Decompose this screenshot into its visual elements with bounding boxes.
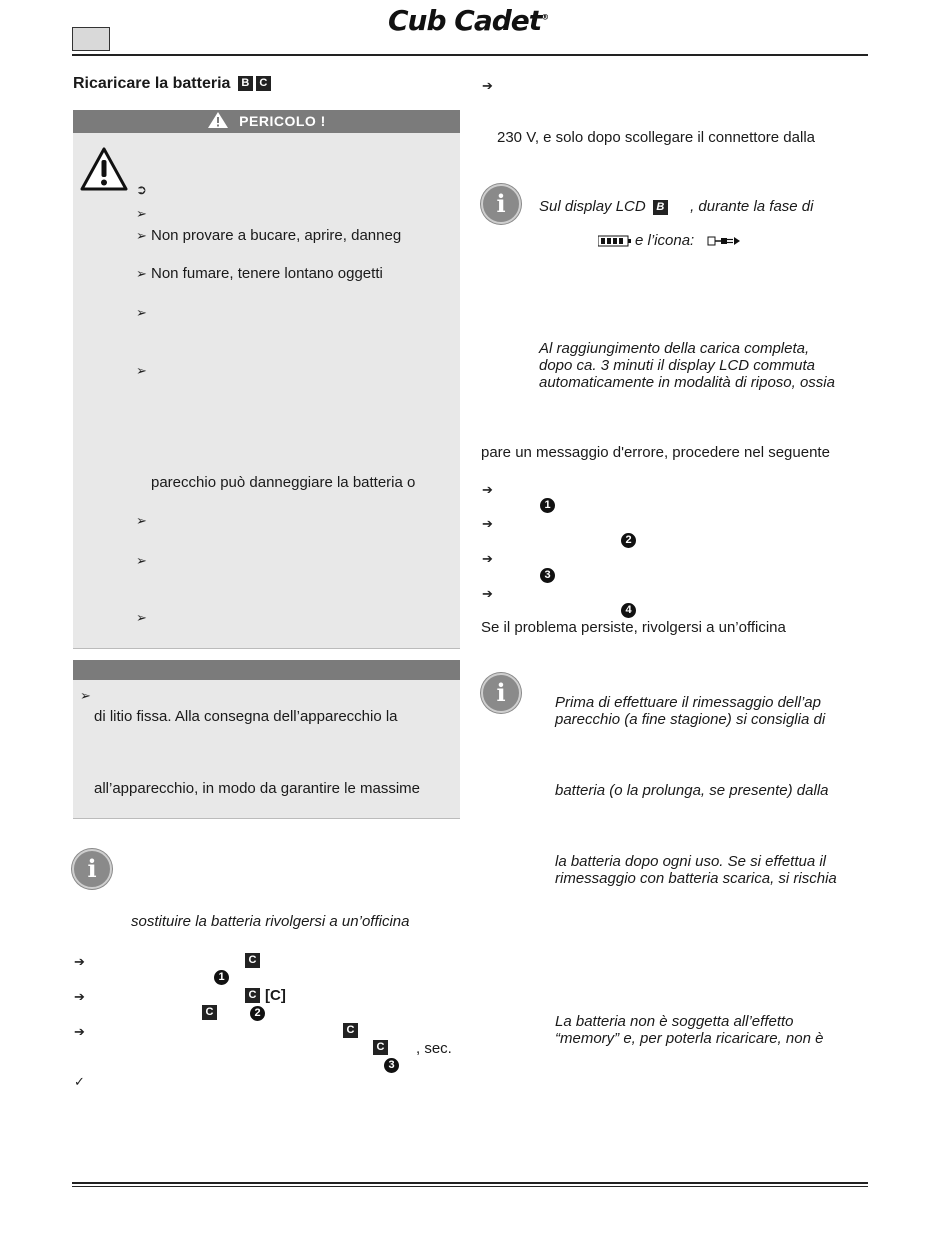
arrow-bullet: ➔ — [74, 1024, 85, 1039]
note-line: all’apparecchio, in modo da garantire le massime — [94, 780, 421, 797]
bullet: ➢ — [136, 228, 147, 243]
divider — [73, 818, 460, 819]
badge-c: C — [202, 1005, 217, 1020]
bullet: ➢ — [136, 266, 147, 281]
step-number: 3 — [540, 568, 555, 583]
arrow-bullet: ➔ — [482, 551, 493, 566]
danger-header: PERICOLO ! — [73, 110, 460, 133]
danger-line: parecchio può danneggiare la batteria o — [151, 474, 416, 491]
bullet: ➢ — [136, 206, 147, 221]
plug-icon — [707, 235, 743, 247]
footer-rule — [72, 1182, 868, 1184]
arrow-bullet: ➔ — [482, 78, 493, 93]
badge-c: C — [343, 1023, 358, 1038]
storage-paragraph: la batteria dopo ogni uso. Se si effettua il rimessaggio con batteria scarica, si rischia — [555, 853, 837, 887]
circle-arrow-bullet: ➲ — [136, 182, 147, 197]
memory-paragraph: La batteria non è soggetta all’effetto “memory” e, per poterla ricaricare, non è — [555, 1013, 824, 1047]
section-heading: Ricaricare la batteria B C — [73, 75, 271, 93]
header-rule — [72, 54, 868, 56]
storage-line: batteria (o la prolunga, se presente) dalla — [555, 782, 829, 799]
warning-icon — [207, 111, 229, 129]
arrow-bullet: ➔ — [482, 482, 493, 497]
step-number: 2 — [621, 533, 636, 548]
badge-c: C — [373, 1040, 388, 1055]
bullet: ➢ — [136, 363, 147, 378]
page-number-box — [72, 27, 110, 51]
storage-paragraph: Prima di effettuare il rimessaggio dell’ap parecchio (a fine stagione) si consiglia di — [555, 694, 826, 728]
step-number: 1 — [214, 970, 229, 985]
full-charge-paragraph: Al raggiungimento della carica completa, dopo ca. 3 minuti il display LCD commuta automaticamente in modalità di riposo, ossia — [539, 340, 835, 391]
step-number: 1 — [540, 498, 555, 513]
footer-rule-thin — [72, 1186, 868, 1187]
bullet: ➢ — [136, 610, 147, 625]
info-line: Sul display LCD B , durante la fase di — [539, 198, 814, 215]
body-line: Se il problema persiste, rivolgersi a un’officina — [481, 619, 786, 636]
info-line: e l’icona: — [635, 232, 695, 249]
bullet: ➢ — [136, 553, 147, 568]
divider — [73, 648, 460, 649]
note-box-header — [73, 660, 460, 680]
step-label: , sec. — [416, 1040, 452, 1057]
info-icon: i — [481, 184, 521, 224]
badge-b: B — [653, 200, 668, 215]
badge-c: C — [245, 988, 260, 1003]
badge-c: C — [245, 953, 260, 968]
step-label: [C] — [265, 987, 286, 1004]
body-line: pare un messaggio d'errore, procedere nel seguente — [481, 444, 830, 461]
check-bullet: ✓ — [74, 1074, 85, 1089]
bullet: ➢ — [80, 688, 91, 703]
arrow-bullet: ➔ — [482, 516, 493, 531]
arrow-bullet: ➔ — [482, 586, 493, 601]
danger-line: Non provare a bucare, aprire, danneg — [151, 227, 402, 244]
note-line: di litio fissa. Alla consegna dell’apparecchio la — [94, 708, 398, 725]
arrow-bullet: ➔ — [74, 954, 85, 969]
body-line: 230 V, e solo dopo scollegare il connettore dalla — [497, 129, 816, 146]
step-number: 2 — [250, 1006, 265, 1021]
badge-c: C — [256, 76, 271, 91]
info-text: sostituire la batteria rivolgersi a un’officina — [131, 913, 410, 930]
danger-line: Non fumare, tenere lontano oggetti — [151, 265, 383, 282]
battery-icon — [598, 235, 632, 247]
danger-box — [73, 110, 460, 648]
bullet: ➢ — [136, 513, 147, 528]
info-icon: i — [72, 849, 112, 889]
info-icon: i — [481, 673, 521, 713]
danger-triangle-icon — [79, 146, 129, 192]
badge-b: B — [238, 76, 253, 91]
step-number: 4 — [621, 603, 636, 618]
bullet: ➢ — [136, 305, 147, 320]
step-number: 3 — [384, 1058, 399, 1073]
brand-logo: Cub Cadet® — [388, 4, 549, 37]
arrow-bullet: ➔ — [74, 989, 85, 1004]
